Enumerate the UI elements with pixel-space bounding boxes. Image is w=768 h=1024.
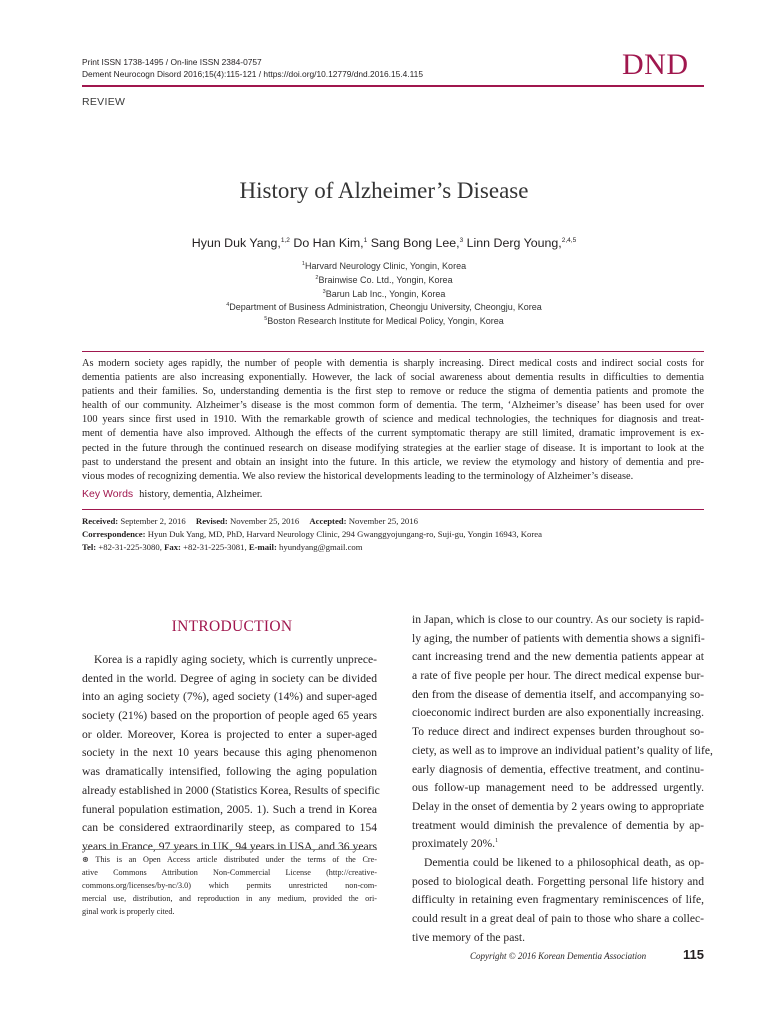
correspondence-text: Hyun Duk Yang, MD, PhD, Harvard Neurology Clinic, 294 Gwanggyojungang-ro, Suji-gu, Yongin 16943, Korea <box>147 529 543 540</box>
affiliation-sup: 1 <box>301 261 305 267</box>
body-line: difficulty in retaining even fragmentary reminiscences of life, <box>412 893 704 907</box>
section-heading-introduction: INTRODUCTION <box>171 618 293 635</box>
page-number: 115 <box>683 947 704 962</box>
author-affiliation-sup: 1 <box>363 236 368 244</box>
received-date: September 2, 2016 <box>120 516 186 526</box>
body-line: funeral population estimation, 2005. 1). Such a trend in Korea <box>82 802 377 816</box>
abstract-line: vious modes of recognizing dementia. We also review the historical developments leading to the terminology of Alzheimer’s disease. <box>82 470 634 482</box>
fax-value: +82-31-225-3081, <box>183 542 247 553</box>
body-line: society in the next 10 years because this aging phenomenon <box>82 746 377 760</box>
abstract-line: pected in the future through the continued research on disease modifying strategies at the earlier stage of disease. It is important to look at the <box>82 442 704 454</box>
tel-value: +82-31-225-3080, <box>98 542 162 553</box>
affiliation-sup: 3 <box>322 288 326 295</box>
body-column-left <box>82 651 380 857</box>
author-name: Hyun Duk Yang, <box>191 236 281 250</box>
abstract <box>82 357 704 484</box>
affiliation-text: Barun Lab Inc., Yongin, Korea <box>325 288 446 299</box>
body-line: in Japan, which is close to our country. As our society is rapid- <box>412 613 704 626</box>
contact-line <box>82 541 542 554</box>
body-line: den from the disease of dementia itself, and accompanying so- <box>412 687 704 701</box>
footnote-line: commons.org/licenses/by-nc/3.0) which permits unrestricted non-com- <box>82 881 377 890</box>
revised-label: Revised: <box>195 516 228 526</box>
body-line: cant increasing trend and the new dementia patients appear at <box>412 650 704 664</box>
email-label: E-mail: <box>248 542 277 553</box>
body-line: was dramatically intensified, following the aging population <box>82 765 377 779</box>
journal-citation-block <box>82 57 423 80</box>
author-name: Linn Derg Young, <box>463 236 562 250</box>
article-meta <box>82 515 542 555</box>
abstract-line: ment of dementia have also improved. Although the effects of the current symptomatic therapy are still limited, dramatic improvement is ex- <box>82 428 704 440</box>
abstract-line: past to understand the present and obtain an insight into the future. In this article, we review the etymology and history of dementia and pre- <box>82 456 704 468</box>
body-line: could result in a great deal of pain to those who share a collec- <box>412 912 704 925</box>
body-line: ciety, as well as to improve an individual patient’s quality of life, <box>412 743 713 757</box>
body-line: proximately 20%. <box>412 837 496 851</box>
body-column-right <box>412 611 713 947</box>
article-title: History of Alzheimer’s Disease <box>239 178 529 203</box>
correspondence-line <box>82 528 542 541</box>
affiliation-text: Boston Research Institute for Medical Policy, Yongin, Korea <box>267 316 504 327</box>
footnote-line: ⊛ This is an Open Access article distributed under the terms of the Cre- <box>82 855 377 864</box>
body-line: into an aging society (7%), aged society (14%) and super-aged <box>82 690 377 704</box>
accepted-date: November 25, 2016 <box>348 516 418 526</box>
body-line: To reduce direct and indirect expenses burden throughout so- <box>412 725 704 739</box>
affiliation-text: Department of Business Administration, Cheongju University, Cheongju, Korea <box>229 302 542 313</box>
abstract-line: 100 years since first used in 1910. With the remarkable growth of science and medical technologies, the techniques for diagnosis and treat- <box>82 414 704 426</box>
body-line: Delay in the onset of dementia by 2 years owing to appropriate <box>412 799 705 813</box>
body-line: or older. Moreover, Korea is projected to enter a super-aged <box>82 727 377 741</box>
revised-date: November 25, 2016 <box>229 516 300 526</box>
reference-sup: 1 <box>495 838 499 845</box>
body-line: already established in 2000 (Statistics Korea, Results of specific <box>82 783 380 797</box>
affiliation-text: Brainwise Co. Ltd., Yongin, Korea <box>318 274 453 285</box>
abstract-line: As modern society ages rapidly, the number of people with dementia is sharply increasing. Direct medical costs and indirect social costs for <box>82 358 704 369</box>
body-line: years in France, 97 years in UK, 94 years in USA, and 36 years <box>82 839 377 853</box>
abstract-top-rule <box>82 351 704 352</box>
affiliation-item <box>0 274 768 288</box>
body-line: can be considered extraordinarily steep, as compared to 154 <box>82 821 377 835</box>
affiliation-sup: 2 <box>315 274 319 281</box>
journal-logo: DND <box>622 48 689 81</box>
affiliation-item <box>0 260 768 274</box>
open-access-footnote <box>82 853 377 918</box>
citation-line: Dement Neurocogn Disord 2016;15(4):115-121 / https://doi.org/10.12779/dnd.2016.15.4.115 <box>82 68 423 79</box>
footnote-rule <box>82 849 377 850</box>
received-label: Received: <box>82 516 119 526</box>
affiliation-item <box>0 301 768 315</box>
keywords-text: history, dementia, Alzheimer. <box>139 489 263 500</box>
abstract-line: patients and their families. So, understanding dementia is the first step to remove or reduce the stigma of dementia patients and promote the <box>82 386 704 398</box>
email-link[interactable]: hyundyang@gmail.com <box>279 542 363 553</box>
body-line: posed to biological death. Forgetting personal life history and <box>412 874 704 888</box>
keywords <box>82 488 262 500</box>
footnote-line: mercial use, distribution, and reproduction in any medium, provided the ori- <box>82 894 377 903</box>
footnote-line: ative Commons Attribution Non-Commercial License (http://creative- <box>82 868 377 877</box>
correspondence-label: Correspondence: <box>82 529 146 540</box>
issn-line: Print ISSN 1738-1495 / On-line ISSN 2384-0757 <box>82 57 262 67</box>
author-name: Sang Bong Lee, <box>367 236 460 250</box>
abstract-line: health of our community. Alzheimer’s disease is the most common form of dementia. The term, ‘Alzheimer’s disease’ has been used for over <box>82 400 704 412</box>
body-line: dented in the world. Degree of aging in society can be divided <box>82 671 377 685</box>
footnote-line: ginal work is properly cited. <box>82 907 175 916</box>
author-affiliation-sup: 3 <box>459 236 464 244</box>
dates-line <box>82 515 542 528</box>
body-line: ous follow-up management need to be addressed urgently. <box>412 781 704 795</box>
author-affiliation-sup: 1,2 <box>280 236 290 244</box>
body-line <box>412 835 704 854</box>
body-line: tive memory of the past. <box>412 930 526 944</box>
copyright-notice: Copyright © 2016 Korean Dementia Association <box>470 951 647 961</box>
author-affiliation-sup: 2,4,5 <box>561 236 577 244</box>
affiliation-sup: 5 <box>264 316 268 323</box>
body-line: cioeconomic indirect burden are also exponentially increasing. <box>412 706 704 720</box>
abstract-line: dementia patients are also increasing exponentially. However, the lack of social awareness about dementia results in difficulties to dementia <box>82 372 704 384</box>
body-line: Dementia could be likened to a philosophical death, as op- <box>424 855 704 869</box>
header-rule <box>82 85 704 87</box>
accepted-label: Accepted: <box>309 516 347 526</box>
author-list <box>0 236 768 250</box>
affiliation-text: Harvard Neurology Clinic, Yongin, Korea <box>304 261 467 271</box>
body-line: treatment would diminish the prevalence of dementia by ap- <box>412 818 704 832</box>
author-name: Do Han Kim, <box>289 236 364 250</box>
keywords-label: Key Words <box>82 488 134 500</box>
affiliation-item <box>0 315 768 329</box>
body-line: a rate of five people per hour. The direct medical expense bur- <box>412 669 704 683</box>
body-line: ly aging, the number of patients with dementia shows a signifi- <box>412 631 705 645</box>
body-line: society (21%) based on the proportion of people aged 65 years <box>82 709 377 723</box>
affiliation-item <box>0 288 768 302</box>
section-label: REVIEW <box>82 96 126 108</box>
abstract-bottom-rule <box>82 509 704 510</box>
body-line: Korea is a rapidly aging society, which is currently unprece- <box>94 653 377 666</box>
affiliation-sup: 4 <box>226 302 230 309</box>
fax-label: Fax: <box>164 542 181 553</box>
body-line: early diagnosis of dementia, effective treatment, and continu- <box>412 762 704 776</box>
affiliation-list <box>0 260 768 329</box>
tel-label: Tel: <box>82 542 97 553</box>
